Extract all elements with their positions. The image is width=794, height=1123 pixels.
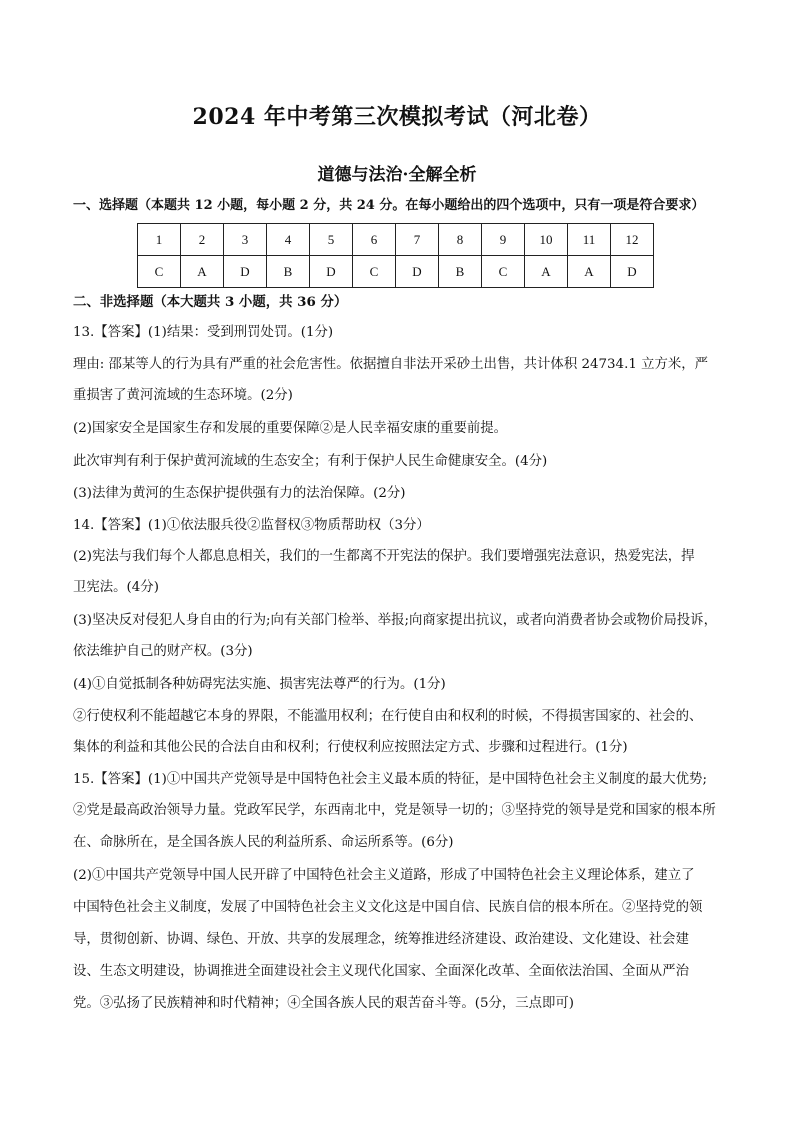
page-title: 2024 年中考第三次模拟考试（河北卷）: [192, 104, 602, 130]
answer-line: 中国特色社会主义制度，发展了中国特色社会主义文化这是中国自信、民族自信的根本所在。②坚持党的领: [73, 900, 703, 915]
question-number-cell: 10: [525, 224, 568, 256]
question-number-cell: 6: [353, 224, 396, 256]
page-subtitle: 道德与法治·全解全析: [317, 165, 477, 185]
answer-line: (3)坚决反对侵犯人身自由的行为;向有关部门检举、举报;向商家提出抗议，或者向消费者协会或物价局投诉，: [73, 613, 717, 628]
question-number-cell: 4: [267, 224, 310, 256]
answer-cell: C: [353, 256, 396, 288]
answer-line: 13.【答案】(1)结果：受到刑罚处罚。(1分): [73, 325, 334, 340]
answer-line: (2)①中国共产党领导中国人民开辟了中国特色社会主义道路，形成了中国特色社会主义理论体系，建立了: [73, 868, 695, 883]
question-number-cell: 12: [611, 224, 654, 256]
answer-cell: A: [181, 256, 224, 288]
answer-cell: D: [396, 256, 439, 288]
answer-line: 此次审判有利于保护黄河流域的生态安全；有利于保护人民生命健康安全。(4分): [73, 454, 548, 469]
answer-line: (3)法律为黄河的生态保护提供强有力的法治保障。(2分): [73, 486, 406, 501]
question-number-cell: 7: [396, 224, 439, 256]
question-number-cell: 11: [568, 224, 611, 256]
answer-cell: D: [611, 256, 654, 288]
question-number-cell: 9: [482, 224, 525, 256]
question-number-cell: 5: [310, 224, 353, 256]
section-heading-choice: 一、选择题（本题共 12 小题，每小题 2 分，共 24 分。在每小题给出的四个选项中，只有一项是符合要求）: [73, 198, 705, 213]
answer-line: 导，贯彻创新、协调、绿色、开放、共享的发展理念，统筹推进经济建设、政治建设、文化建设、社会建: [73, 932, 689, 947]
answer-line: 在、命脉所在，是全国各族人民的利益所系、命运所系等。(6分): [73, 835, 454, 850]
answer-line: (2)国家安全是国家生存和发展的重要保障②是人民幸福安康的重要前提。: [73, 421, 508, 436]
answer-line: ②党是最高政治领导力量。党政军民学，东西南北中，党是领导一切的；③坚持党的领导是党和国家的根本所: [73, 803, 716, 818]
question-number-cell: 8: [439, 224, 482, 256]
answer-line: 卫宪法。(4分): [73, 580, 159, 595]
question-number-cell: 3: [224, 224, 267, 256]
answer-cell: C: [138, 256, 181, 288]
question-number-cell: 1: [138, 224, 181, 256]
table-row-answers: [138, 256, 654, 288]
section-heading-nonchoice: 二、非选择题（本大题共 3 小题，共 36 分）: [73, 294, 348, 310]
answer-line: (4)①自觉抵制各种妨碍宪法实施、损害宪法尊严的行为。(1分): [73, 677, 446, 692]
answer-line: ②行使权利不能超越它本身的界限，不能滥用权利；在行使自由和权利的时候，不得损害国家的、社会的、: [73, 709, 703, 724]
question-number-cell: 2: [181, 224, 224, 256]
answer-cell: A: [525, 256, 568, 288]
answer-cell: B: [267, 256, 310, 288]
answer-line: (2)宪法与我们每个人都息息相关，我们的一生都离不开宪法的保护。我们要增强宪法意识，热爱宪法，捍: [73, 549, 695, 564]
answer-cell: D: [310, 256, 353, 288]
table-row-numbers: [138, 224, 654, 256]
answer-line: 党。③弘扬了民族精神和时代精神；④全国各族人民的艰苦奋斗等。(5分，三点即可): [73, 996, 575, 1011]
answer-line: 依法维护自己的财产权。(3分): [73, 644, 253, 659]
answer-cell: D: [224, 256, 267, 288]
answer-cell: B: [439, 256, 482, 288]
answer-table: [137, 223, 654, 288]
answer-line: 重损害了黄河流域的生态环境。(2分): [73, 388, 293, 403]
answer-cell: C: [482, 256, 525, 288]
answer-line: 设、生态文明建设，协调推进全面建设社会主义现代化国家、全面深化改革、全面依法治国、全面从严治: [73, 964, 689, 979]
answer-cell: A: [568, 256, 611, 288]
answer-line: 15.【答案】(1)①中国共产党领导是中国特色社会主义最本质的特征，是中国特色社会主义制度的最大优势;: [73, 772, 707, 787]
answer-line: 14.【答案】(1)①依法服兵役②监督权③物质帮助权（3分）: [73, 518, 430, 533]
answer-line: 集体的利益和其他公民的合法自由和权利；行使权利应按照法定方式、步骤和过程进行。(1分): [73, 740, 628, 755]
answer-line: 理由: 邵某等人的行为具有严重的社会危害性。依据擅自非法开采砂土出售，共计体积 24734.1 立方米，严: [73, 357, 709, 372]
